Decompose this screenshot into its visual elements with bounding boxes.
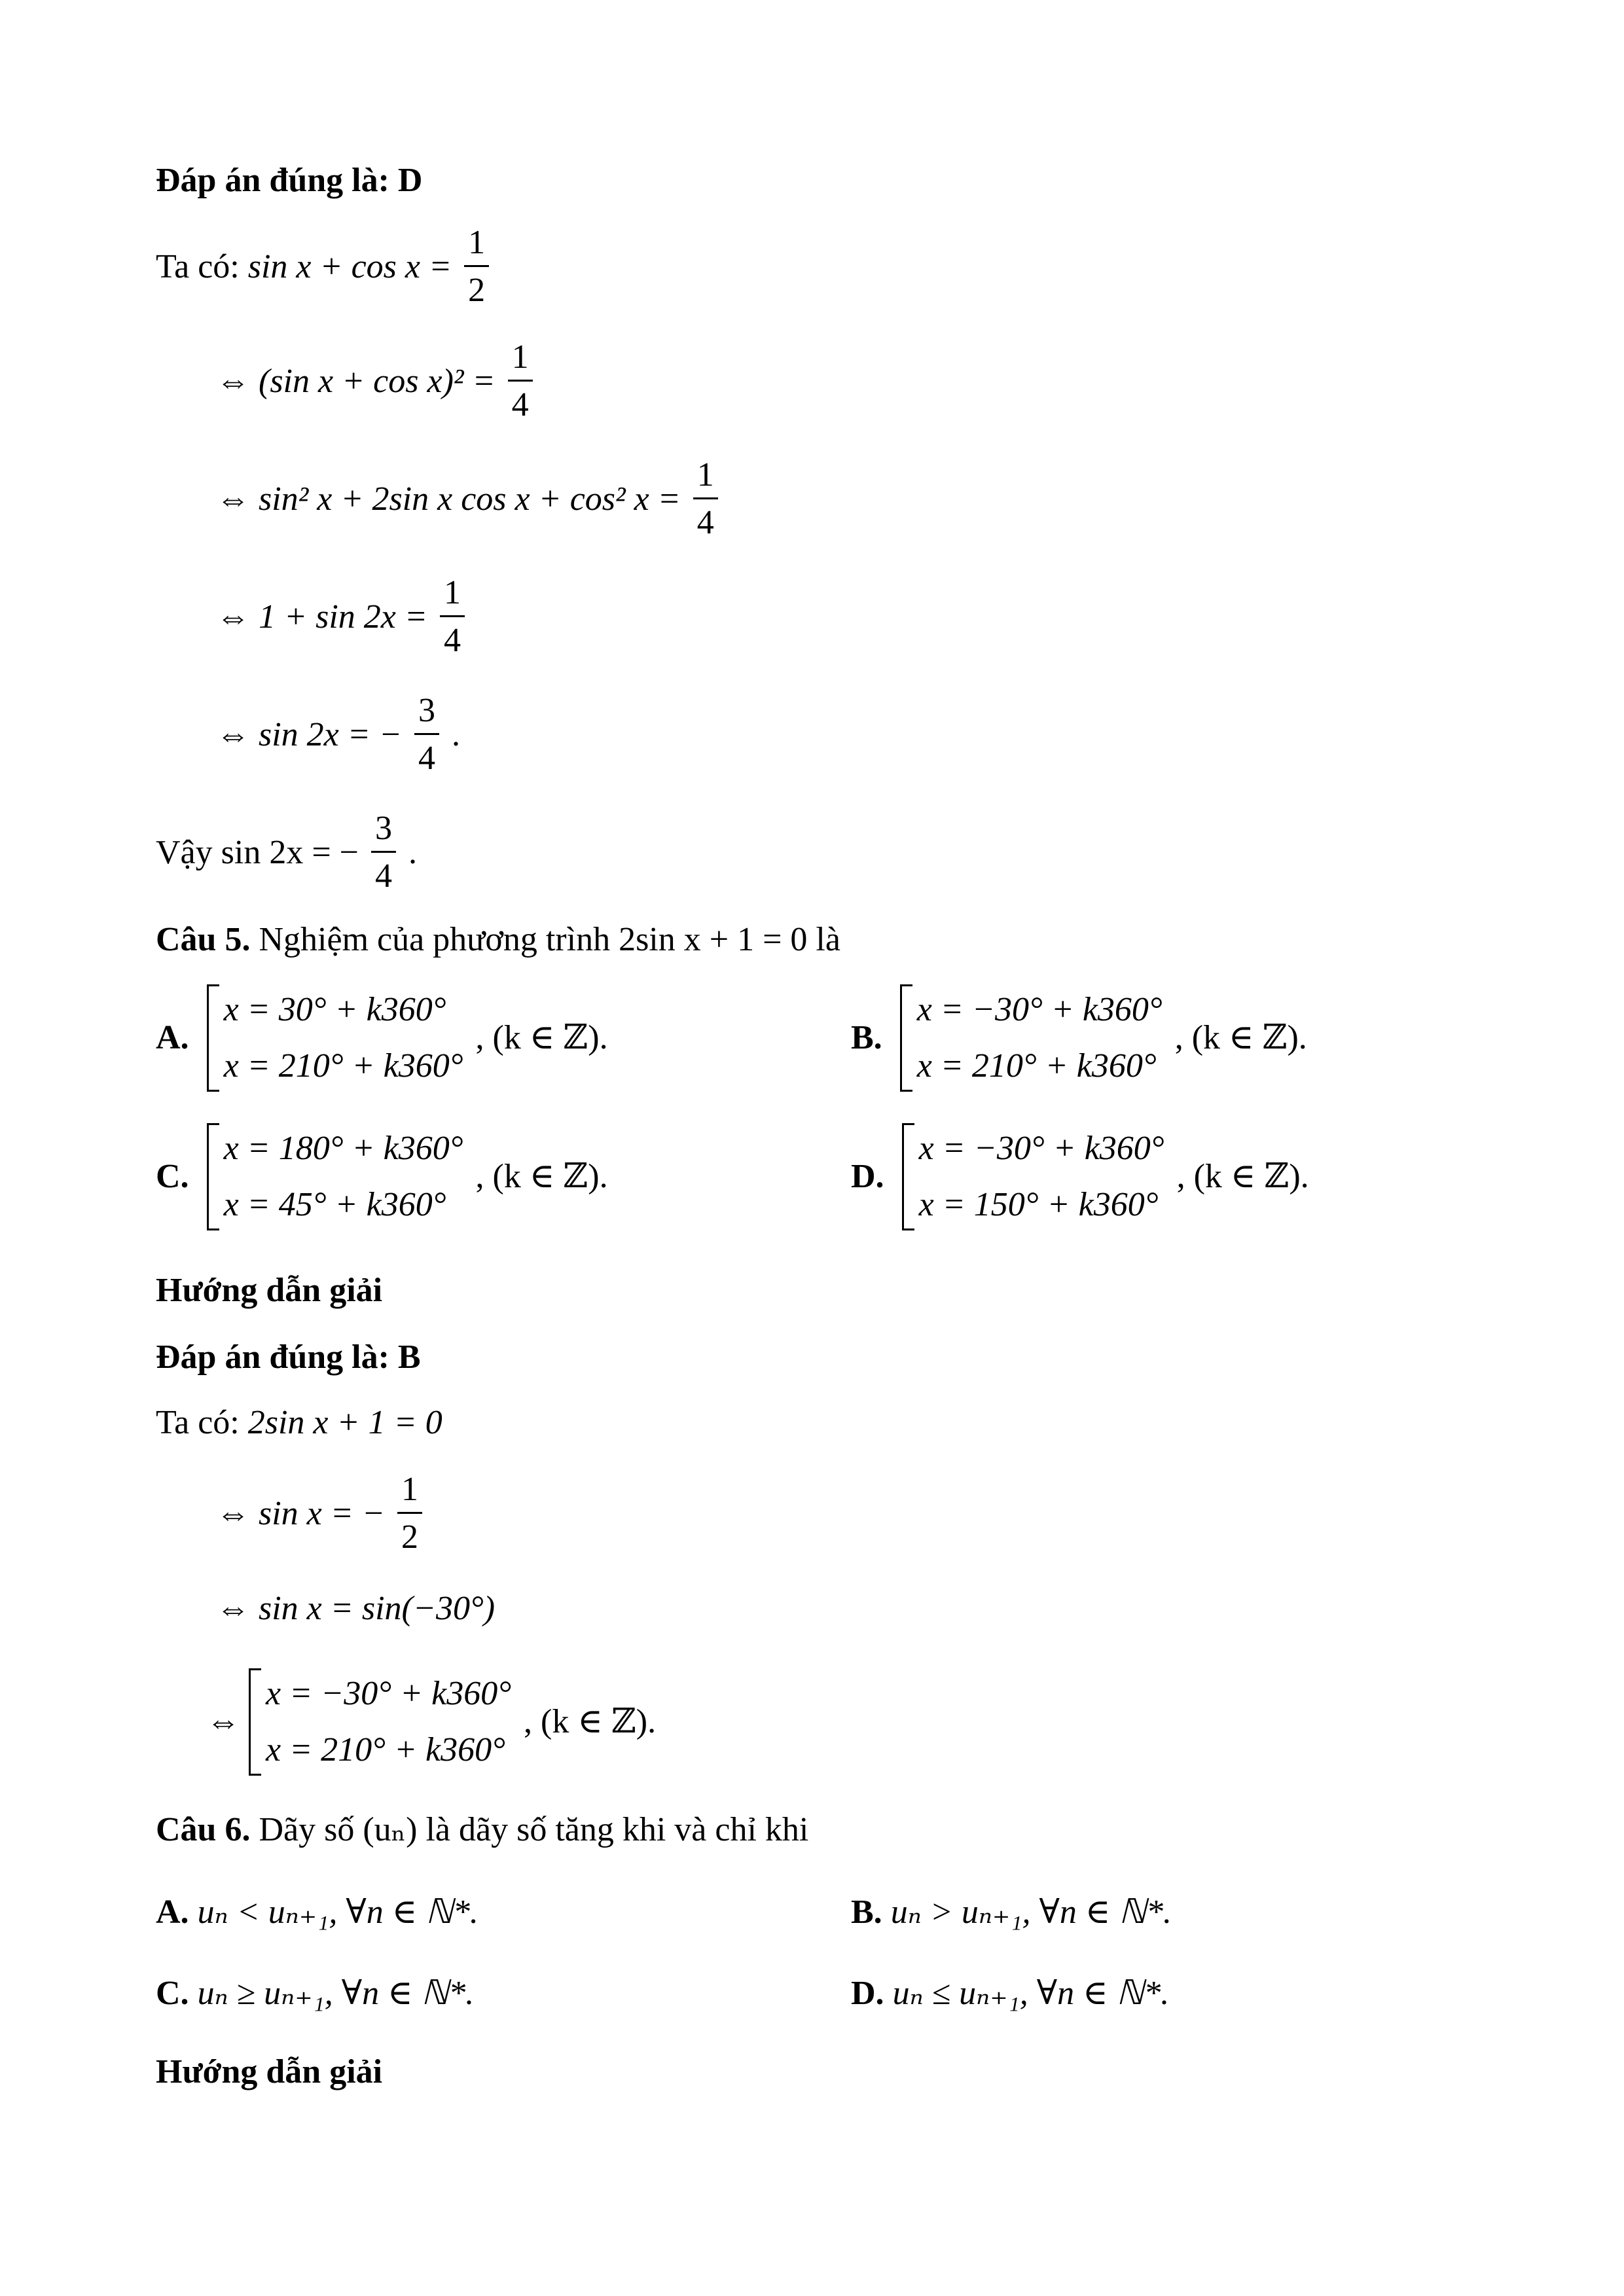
derivation-line-4: ⇔ x = −30° + k360° x = 210° + k360° , (k ∈ ℤ). [206, 1666, 656, 1778]
equation-lhs: ⇔ 1 + sin 2x = [216, 598, 427, 636]
question-text: Nghiệm của phương trình 2sin x + 1 = 0 là [259, 921, 840, 958]
derivation-line-1 [156, 226, 493, 308]
option-b: B. uₙ > uₙ₊₁, ∀n ∈ ℕ*. [851, 1893, 1172, 1931]
option-b: B. x = −30° + k360° x = 210° + k360° , (k ∈ ℤ). [851, 982, 1307, 1094]
question-text: Dãy số (uₙ) là dãy số tăng khi và chỉ khi [259, 1811, 809, 1848]
option-a: A. x = 30° + k360° x = 210° + k360° , (k ∈ ℤ). [156, 982, 608, 1094]
equation-lhs: ⇔ (sin x + cos x)² = [216, 362, 496, 400]
equivalence-symbol: ⇔ [206, 1702, 240, 1740]
fraction: $\frac{1}{2}$ [464, 226, 489, 308]
fraction: $\frac{3}{4}$ [414, 694, 439, 776]
option-c: C. uₙ ≥ uₙ₊₁, ∀n ∈ ℕ*. [156, 1975, 475, 2012]
option-d: D. x = −30° + k360° x = 150° + k360° , (k ∈ ℤ). [851, 1121, 1309, 1233]
conclusion-line: Vậy sin 2x = − $\frac{3}{4}$ . [156, 810, 417, 895]
question-label: Câu 6. [156, 1811, 251, 1848]
fraction: $\frac{1}{2}$ [397, 1473, 422, 1554]
conclusion-text: Vậy sin 2x = − [156, 833, 359, 871]
fraction: $\frac{1}{4}$ [693, 458, 718, 540]
option-a: A. uₙ < uₙ₊₁, ∀n ∈ ℕ*. [156, 1893, 478, 1931]
system-bracket: x = 180° + k360° x = 45° + k360° [207, 1121, 463, 1233]
equation: ⇔ sin x = sin(−30°) [216, 1590, 496, 1627]
derivation-line-2 [216, 340, 537, 422]
equation: 2sin x + 1 = 0 [247, 1404, 442, 1441]
question-5 [156, 923, 840, 957]
system-bracket: x = 30° + k360° x = 210° + k360° [207, 982, 463, 1094]
fraction: $\frac{1}{4}$ [508, 340, 533, 422]
question-label: Câu 5. [156, 921, 251, 958]
system-bracket: x = −30° + k360° x = 210° + k360° [249, 1666, 511, 1778]
derivation-line-3 [216, 458, 722, 540]
guide-heading: Hướng dẫn giải [156, 1272, 383, 1309]
equation-lhs: ⇔ sin 2x = − [216, 715, 402, 753]
derivation-line-1 [156, 1406, 442, 1440]
fraction: $\frac{3}{4}$ [371, 812, 396, 893]
equation-lhs: ⇔ sin² x + 2sin x cos x + cos² x = [216, 480, 681, 518]
equation-lhs: ⇔ sin x = − [216, 1494, 385, 1532]
question-6 [156, 1813, 808, 1847]
equation-lhs: sin x + cos x = [247, 247, 452, 285]
system-bracket: x = −30° + k360° x = 150° + k360° [902, 1121, 1164, 1233]
derivation-line-5: ⇔ sin 2x = − $\frac{3}{4}$ . [216, 692, 460, 777]
answer-label: Đáp án đúng là: B [156, 1338, 421, 1376]
option-d: D. uₙ ≤ uₙ₊₁, ∀n ∈ ℕ*. [851, 1975, 1170, 2012]
fraction: $\frac{1}{4}$ [440, 576, 465, 658]
system-bracket: x = −30° + k360° x = 210° + k360° [900, 982, 1163, 1094]
derivation-line-4 [216, 576, 469, 658]
intro-text: Ta có: [156, 247, 240, 285]
derivation-line-3 [216, 1592, 495, 1626]
option-c: C. x = 180° + k360° x = 45° + k360° , (k ∈ ℤ). [156, 1121, 608, 1233]
answer-label: Đáp án đúng là: D [156, 162, 423, 199]
derivation-line-2 [216, 1473, 426, 1554]
guide-heading: Hướng dẫn giải [156, 2053, 383, 2090]
intro-text: Ta có: [156, 1404, 240, 1441]
